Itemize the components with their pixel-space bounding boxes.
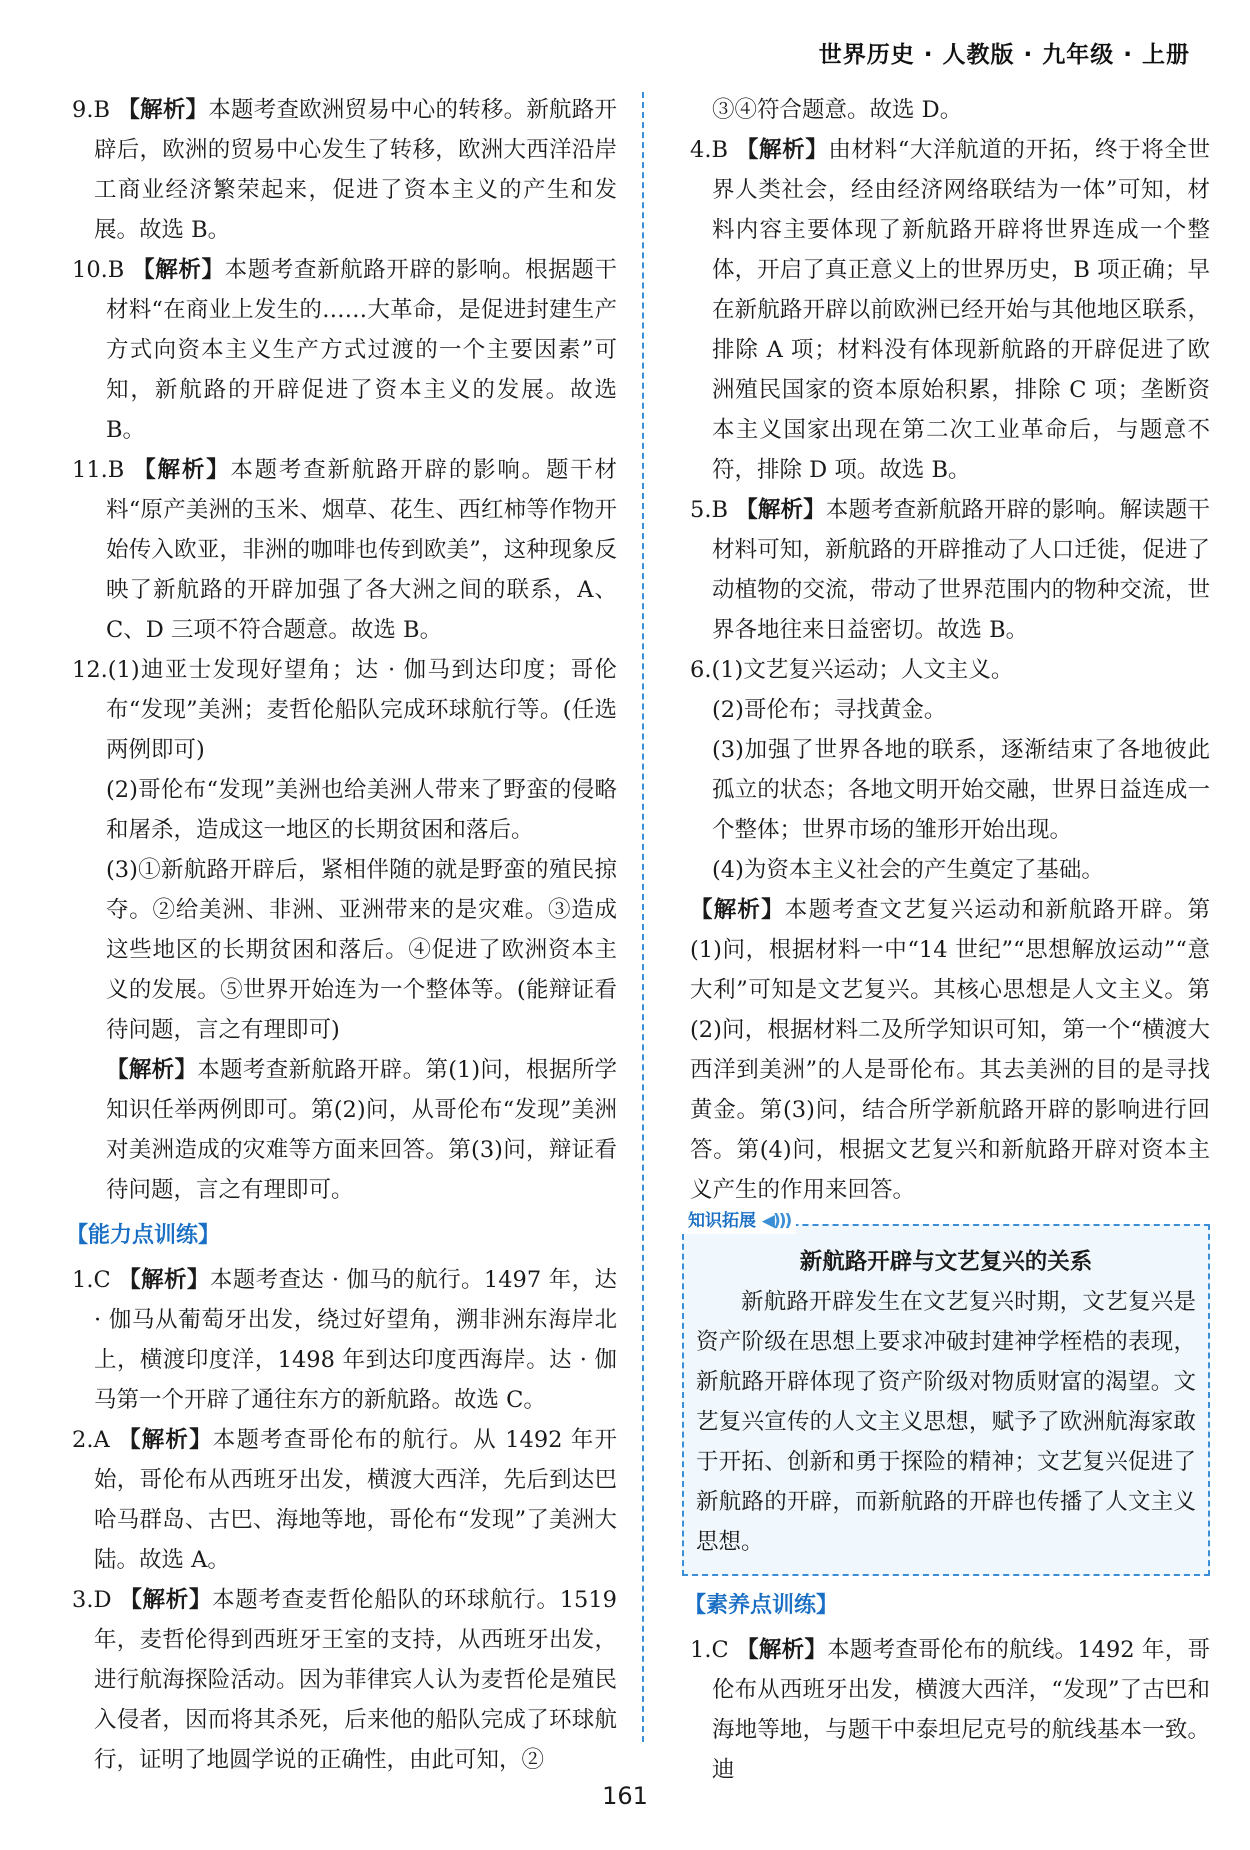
answer-item	[72, 1420, 617, 1580]
answer-item-12	[72, 650, 617, 770]
answer-number: 3.D	[72, 1587, 112, 1613]
answer-number: 1.C	[72, 1267, 111, 1293]
answer-number: 5.B	[690, 497, 729, 523]
answer-part: (3)加强了世界各地的联系，逐渐结束了各地彼此孤立的状态；各地文明开始交融，世界日益连成一个整体；世界市场的雏形开始出现。	[712, 737, 1210, 843]
answer-item	[690, 490, 1210, 650]
answer-part: (1)文艺复兴运动；人文主义。	[711, 657, 1014, 683]
analysis-tag: 【解析】	[736, 1637, 828, 1663]
analysis-tag: 【解析】	[118, 1267, 210, 1293]
box-title: 新航路开辟与文艺复兴的关系	[799, 1249, 1093, 1275]
answer-number: 12.	[72, 657, 108, 683]
analysis-tag: 【解析】	[117, 97, 209, 123]
answer-item	[690, 130, 1210, 490]
analysis-tag: 【解析】	[118, 1427, 213, 1453]
answer-part: (4)为资本主义社会的产生奠定了基础。	[712, 857, 1104, 883]
answer-item	[72, 1580, 617, 1780]
answer-item	[72, 90, 617, 250]
answer-text: 本题考查新航路开辟的影响。根据题干材料“在商业上发生的……大革命，是促进封建生产方式向资本主义生产方式过渡的一个主要因素”可知，新航路的开辟促进了资本主义的发展。故选 B。	[106, 257, 617, 443]
answer-number: 6.	[690, 657, 712, 683]
answer-continuation: ③④符合题意。故选 D。	[712, 97, 963, 123]
answer-text: 本题考查哥伦布的航线。1492 年，哥伦布从西班牙出发，横渡大西洋，“发现”了古巴和海地等地，与题干中泰坦尼克号的航线基本一致。迪	[712, 1637, 1210, 1783]
knowledge-extension-label: 知识拓展	[688, 1211, 756, 1231]
page-header: 世界历史 · 人教版 · 九年级 · 上册	[818, 42, 1190, 68]
answer-item	[72, 250, 617, 450]
box-body: 新航路开辟发生在文艺复兴时期，文艺复兴是资产阶级在思想上要求冲破封建神学桎梏的表现，新航路开辟体现了资产阶级对物质财富的渴望。文艺复兴宣传的人文主义思想，赋予了欧洲航海家敢于开拓、创新和勇于探险的精神；文艺复兴促进了新航路的开辟，而新航路的开辟也传播了人文主义思想。	[696, 1289, 1196, 1555]
answer-number: 1.C	[690, 1637, 729, 1663]
knowledge-extension-tag	[682, 1208, 796, 1234]
answer-part: (2)哥伦布“发现”美洲也给美洲人带来了野蛮的侵略和屠杀，造成这一地区的长期贫困和落后。	[106, 777, 617, 843]
answer-item	[72, 1260, 617, 1420]
left-column	[66, 90, 617, 1780]
answer-text: 本题考查新航路开辟的影响。解读题干材料可知，新航路的开辟推动了人口迁徙，促进了动植物的交流，带动了世界范围内的物种交流，世界各地往来日益密切。故选 B。	[712, 497, 1210, 643]
analysis-tag: 【解析】	[119, 1587, 213, 1613]
knowledge-extension-box	[682, 1211, 1210, 1576]
section-heading-literacy: 【素养点训练】	[684, 1593, 839, 1618]
analysis-text: 本题考查文艺复兴运动和新航路开辟。第(1)问，根据材料一中“14 世纪”“思想解放运动”“意大利”可知是文艺复兴。其核心思想是人文主义。第(2)问，根据材料二及所学知识可知，第一个“横渡大西洋到美洲”的人是哥伦布。其去美洲的目的是寻找黄金。第(3)问，结合所学新航路开辟的影响进行回答。第(4)问，根据文艺复兴和新航路开辟对资本主义产生的作用来回答。	[690, 897, 1210, 1203]
answer-number: 2.A	[72, 1427, 110, 1453]
answer-number: 11.B	[72, 457, 125, 483]
answer-text: 本题考查欧洲贸易中心的转移。新航路开辟后，欧洲的贸易中心发生了转移，欧洲大西洋沿岸工商业经济繁荣起来，促进了资本主义的产生和发展。故选 B。	[94, 97, 617, 243]
analysis-tag: 【解析】	[735, 137, 829, 163]
column-divider	[642, 92, 644, 1742]
analysis-tag: 【解析】	[132, 257, 225, 283]
answer-item	[690, 1630, 1210, 1790]
answer-number: 10.B	[72, 257, 125, 283]
analysis-tag: 【解析】	[735, 497, 826, 523]
analysis-tag: 【解析】	[106, 1057, 198, 1083]
analysis-tag: 【解析】	[690, 897, 785, 923]
answer-part: (3)①新航路开辟后，紧相伴随的就是野蛮的殖民掠夺。②给美洲、非洲、亚洲带来的是灾难。③造成这些地区的长期贫困和落后。④促进了欧洲资本主义的发展。⑤世界开始连为一个整体等。(能辩证看待问题，言之有理即可)	[106, 857, 617, 1043]
page-number: 161	[602, 1782, 648, 1810]
answer-number: 4.B	[690, 137, 729, 163]
speaker-icon: ◀)))	[761, 1211, 791, 1231]
answer-text: 本题考查哥伦布的航行。从 1492 年开始，哥伦布从西班牙出发，横渡大西洋，先后到达巴哈马群岛、古巴、海地等地，哥伦布“发现”了美洲大陆。故选 A。	[94, 1427, 617, 1573]
answer-number: 9.B	[72, 97, 111, 123]
answer-item-6	[690, 650, 1210, 690]
answer-text: 由材料“大洋航道的开拓，终于将全世界人类社会，经由经济网络联结为一体”可知，材料内容主要体现了新航路开辟将世界连成一个整体，开启了真正意义上的世界历史，B 项正确；早在新航路开辟以前欧洲已经开始与其他地区联系，排除 A 项；材料没有体现新航路的开辟促进了欧洲殖民国家的资本原始积累，排除 C 项；垄断资本主义国家出现在第二次工业革命后，与题意不符，排除 D 项。故选 B。	[712, 137, 1210, 483]
answer-part: (1)迪亚士发现好望角；达 · 伽马到达印度；哥伦布“发现”美洲；麦哲伦船队完成环球航行等。(任选两例即可)	[106, 657, 617, 763]
section-heading-ability: 【能力点训练】	[66, 1223, 221, 1248]
right-column	[684, 90, 1210, 1790]
analysis-paragraph	[72, 1050, 617, 1210]
answer-text: 本题考查达 · 伽马的航行。1497 年，达 · 伽马从葡萄牙出发，绕过好望角，溯非洲东海岸北上，横渡印度洋，1498 年到达印度西海岸。达 · 伽马第一个开辟了通往东方的新航路。故选 C。	[94, 1267, 617, 1413]
analysis-text: 本题考查新航路开辟。第(1)问，根据所学知识任举两例即可。第(2)问，从哥伦布“发现”美洲对美洲造成的灾难等方面来回答。第(3)问，辩证看待问题，言之有理即可。	[106, 1057, 617, 1203]
answer-text: 本题考查新航路开辟的影响。题干材料“原产美洲的玉米、烟草、花生、西红柿等作物开始传入欧亚，非洲的咖啡也传到欧美”，这种现象反映了新航路的开辟加强了各大洲之间的联系，A、C、D 三项不符合题意。故选 B。	[106, 457, 617, 643]
analysis-paragraph	[690, 890, 1210, 1210]
answer-item	[72, 450, 617, 650]
answer-text: 本题考查麦哲伦船队的环球航行。1519 年，麦哲伦得到西班牙王室的支持，从西班牙出发，进行航海探险活动。因为菲律宾人认为麦哲伦是殖民入侵者，因而将其杀死，后来他的船队完成了环球航行，证明了地圆学说的正确性，由此可知，②	[94, 1587, 617, 1773]
answer-part: (2)哥伦布；寻找黄金。	[712, 697, 947, 723]
analysis-tag: 【解析】	[133, 457, 231, 483]
